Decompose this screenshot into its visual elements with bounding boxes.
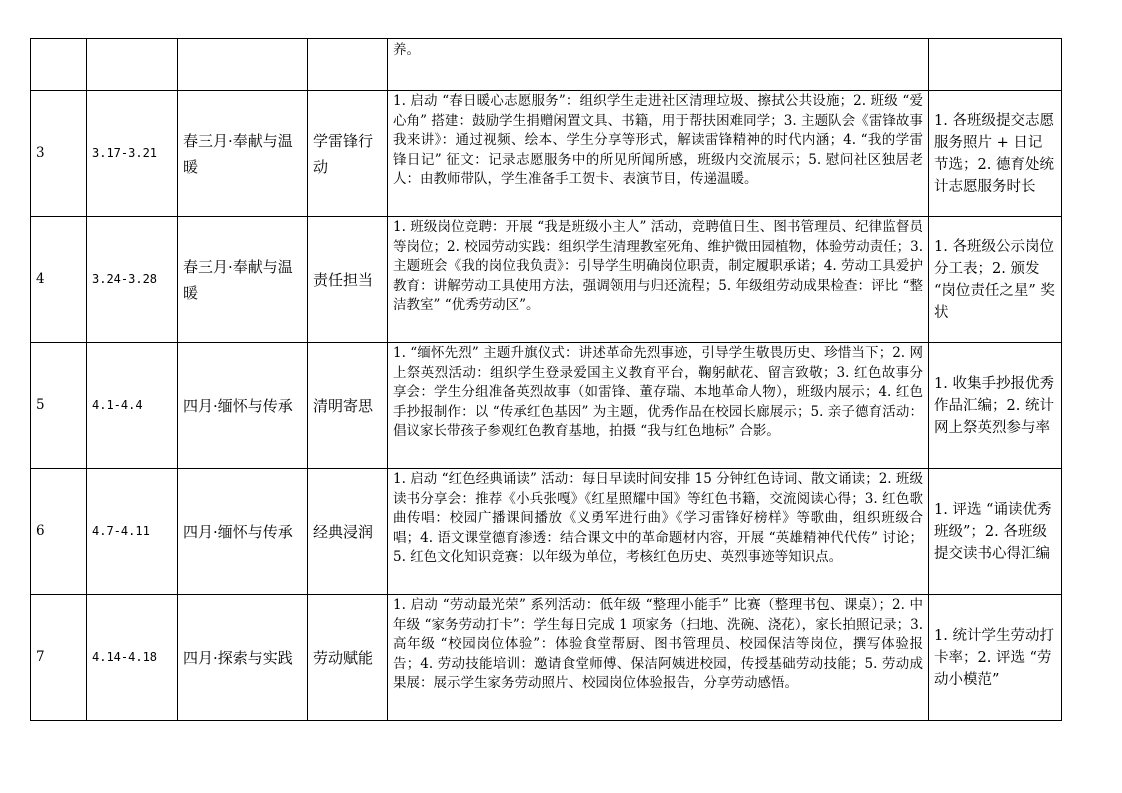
table-row bbox=[31, 217, 1062, 343]
cell-date: 3.17-3.21 bbox=[87, 91, 178, 217]
cell-topic: 劳动赋能 bbox=[308, 595, 388, 721]
table-row-continuation bbox=[31, 39, 1062, 91]
cell-no bbox=[31, 39, 87, 91]
activity-plan-table bbox=[30, 38, 1062, 721]
table-row bbox=[31, 595, 1062, 721]
cell-check: 1. 各班级提交志愿服务照片 + 日记节选；2. 德育处统计志愿服务时长 bbox=[929, 91, 1062, 217]
cell-no: 7 bbox=[31, 595, 87, 721]
cell-date: 4.7-4.11 bbox=[87, 469, 178, 595]
cell-content: 1. “缅怀先烈” 主题升旗仪式：讲述革命先烈事迹，引导学生敬畏历史、珍惜当下；2. 网上祭英烈活动：组织学生登录爱国主义教育平台，鞠躬献花、留言致敬；3. 红色故事分享会：学生分组准备英烈故事（如雷锋、董存瑞、本地革命人物），班级内展示；4. 红色手抄报制作：以 “传承红色基因” 为主题，优秀作品在校园长廊展示；5. 亲子德育活动：倡议家长带孩子参观红色教育基地，拍摄 “我与红色地标” 合影。 bbox=[388, 343, 929, 469]
table-row bbox=[31, 469, 1062, 595]
cell-content: 1. 启动 “春日暖心志愿服务”：组织学生走进社区清理垃圾、擦拭公共设施；2. 班级 “爱心角” 搭建：鼓励学生捐赠闲置文具、书籍，用于帮扶困难同学；3. 主题队会《雷锋故事我来讲》：通过视频、绘本、学生分享等形式，解读雷锋精神的时代内涵；4. “我的学雷锋日记” 征文：记录志愿服务中的所见所闻所感，班级内交流展示；5. 慰问社区独居老人：由教师带队，学生准备手工贺卡、表演节目，传递温暖。 bbox=[388, 91, 929, 217]
cell-date: 4.1-4.4 bbox=[87, 343, 178, 469]
cell-check: 1. 统计学生劳动打卡率；2. 评选 “劳动小模范” bbox=[929, 595, 1062, 721]
table-row bbox=[31, 343, 1062, 469]
cell-no: 5 bbox=[31, 343, 87, 469]
cell-content: 1. 启动 “劳动最光荣” 系列活动：低年级 “整理小能手” 比赛（整理书包、课桌）；2. 中年级 “家务劳动打卡”：学生每日完成 1 项家务（扫地、洗碗、浇花），家长拍照记录；3. 高年级 “校园岗位体验”：体验食堂帮厨、图书管理员、校园保洁等岗位，撰写体验报告；4. 劳动技能培训：邀请食堂师傅、保洁阿姨进校园，传授基础劳动技能；5. 劳动成果展：展示学生家务劳动照片、校园岗位体验报告，分享劳动感悟。 bbox=[388, 595, 929, 721]
cell-topic: 清明寄思 bbox=[308, 343, 388, 469]
cell-check bbox=[929, 39, 1062, 91]
cell-theme: 四月·探索与实践 bbox=[178, 595, 308, 721]
cell-no: 4 bbox=[31, 217, 87, 343]
cell-date: 4.14-4.18 bbox=[87, 595, 178, 721]
cell-content: 1. 启动 “红色经典诵读” 活动：每日早读时间安排 15 分钟红色诗词、散文诵读；2. 班级读书分享会：推荐《小兵张嘎》《红星照耀中国》等红色书籍，交流阅读心得；3. 红色歌曲传唱：校园广播课间播放《义勇军进行曲》《学习雷锋好榜样》等歌曲，组织班级合唱；4. 语文课堂德育渗透：结合课文中的革命题材内容，开展 “英雄精神代代传” 讨论；5. 红色文化知识竞赛：以年级为单位，考核红色历史、英烈事迹等知识点。 bbox=[388, 469, 929, 595]
cell-date: 3.24-3.28 bbox=[87, 217, 178, 343]
cell-theme: 春三月·奉献与温暖 bbox=[178, 217, 308, 343]
cell-theme: 四月·缅怀与传承 bbox=[178, 469, 308, 595]
cell-no: 3 bbox=[31, 91, 87, 217]
cell-content: 1. 班级岗位竞聘：开展 “我是班级小主人” 活动，竞聘值日生、图书管理员、纪律监督员等岗位；2. 校园劳动实践：组织学生清理教室死角、维护微田园植物，体验劳动责任；3. 主题班会《我的岗位我负责》：引导学生明确岗位职责，制定履职承诺；4. 劳动工具爱护教育：讲解劳动工具使用方法，强调领用与归还流程；5. 年级组劳动成果检查：评比 “整洁教室” “优秀劳动区”。 bbox=[388, 217, 929, 343]
cell-topic: 责任担当 bbox=[308, 217, 388, 343]
cell-theme: 四月·缅怀与传承 bbox=[178, 343, 308, 469]
table-row bbox=[31, 91, 1062, 217]
cell-check: 1. 收集手抄报优秀作品汇编；2. 统计网上祭英烈参与率 bbox=[929, 343, 1062, 469]
cell-topic: 经典浸润 bbox=[308, 469, 388, 595]
cell-date bbox=[87, 39, 178, 91]
cell-no: 6 bbox=[31, 469, 87, 595]
cell-check: 1. 各班级公示岗位分工表；2. 颁发 “岗位责任之星” 奖状 bbox=[929, 217, 1062, 343]
cell-theme: 春三月·奉献与温暖 bbox=[178, 91, 308, 217]
cell-theme bbox=[178, 39, 308, 91]
cell-content: 养。 bbox=[388, 39, 929, 91]
cell-topic: 学雷锋行动 bbox=[308, 91, 388, 217]
cell-topic bbox=[308, 39, 388, 91]
cell-check: 1. 评选 “诵读优秀班级”；2. 各班级提交读书心得汇编 bbox=[929, 469, 1062, 595]
